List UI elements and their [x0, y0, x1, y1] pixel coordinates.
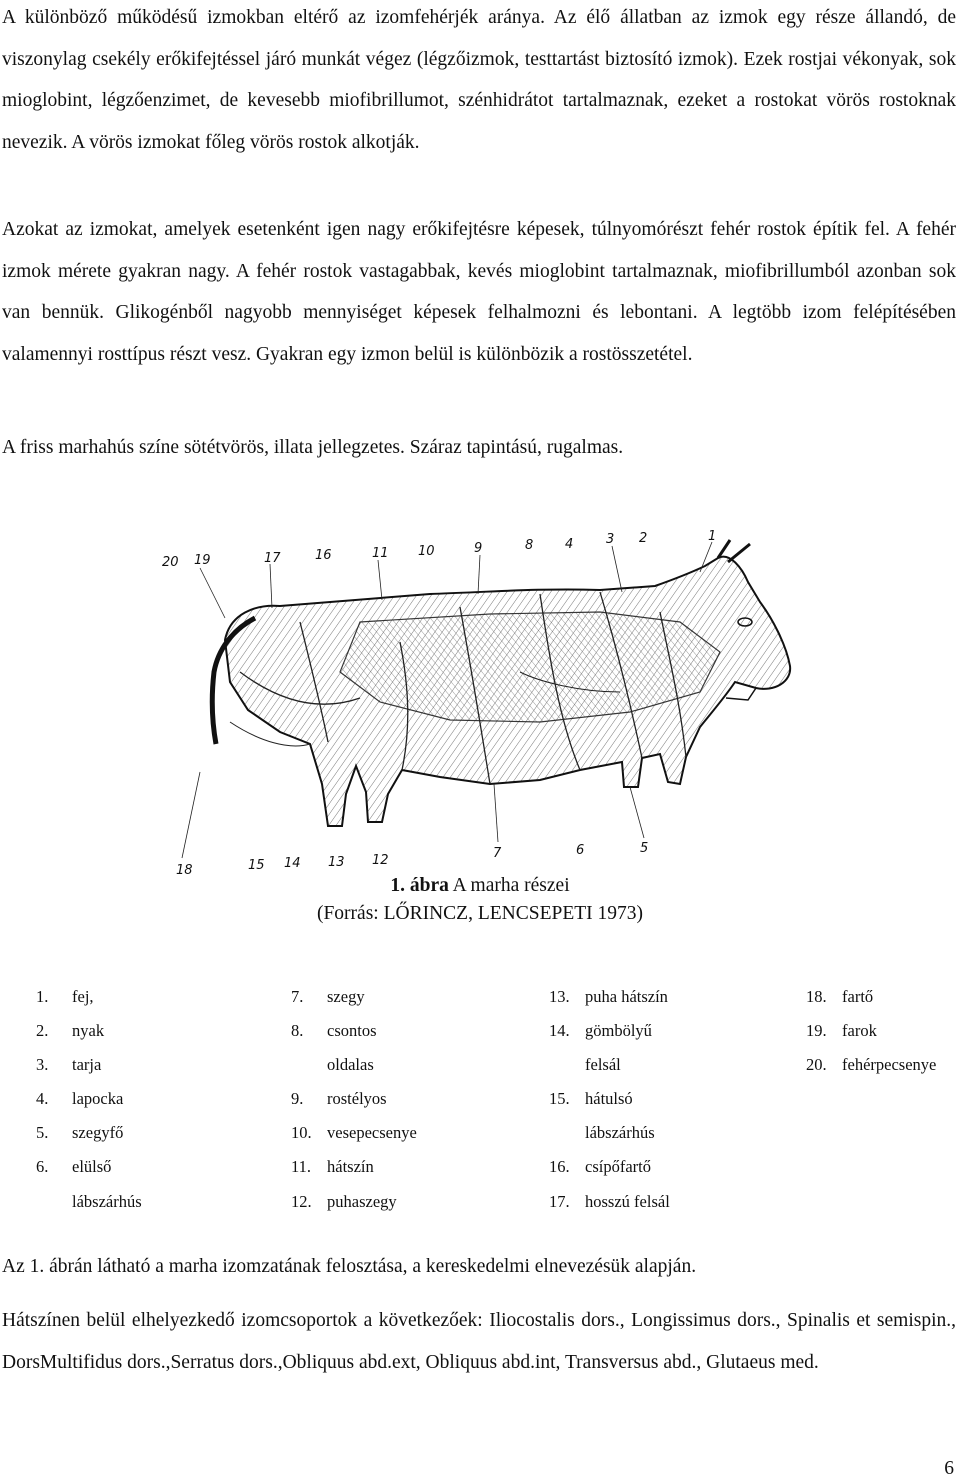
- legend-column-2: [291, 980, 417, 1219]
- legend-item-number: [549, 1116, 585, 1150]
- legend-item-label: vesepecsenye: [327, 1123, 417, 1143]
- figure-label: 6: [576, 843, 585, 858]
- figure-label: 8: [525, 538, 534, 553]
- paragraph-sirloin-muscles: Hátszínen belül elhelyezkedő izomcsoportok a következőek: Iliocostalis dors., Longissimus dors., Spinalis et semispin., DorsMultifidus dors.,Serratus dors.,Obliquus abd.ext, Obliquus abd.int, Transversus abd., Glutaeus med.: [2, 1310, 956, 1373]
- legend-item-label: puha hátszín: [585, 987, 668, 1006]
- figure-caption-source: (Forrás: LŐRINCZ, LENCSEPETI 1973): [316, 903, 644, 924]
- legend-item-label: nyak: [72, 1021, 105, 1041]
- figure-label: 5: [640, 841, 649, 856]
- legend-item: [549, 1150, 670, 1184]
- paragraph-white-muscles: Azokat az izmokat, amelyek esetenként igen nagy erőkifejtésre képesek, túlnyomórészt fehér rostok építik fel. A fehér izmok mérete gyakran nagy. A fehér rostok vastagabbak, kevés mioglobint tartalmaznak, miofibrillumból azonban sok van bennük. Glikogénből nagyobb mennyiséget képesek felhalmozni és lebontani. A legtöbb izom felépítésében valamennyi rosttípus részt vesz. Gyakran egy izmon belül is különbözik a rostösszetétel.: [2, 219, 956, 365]
- legend-item-label: gömbölyű: [585, 1021, 652, 1041]
- legend-item-number: 15.: [549, 1089, 570, 1109]
- page-number: 6: [944, 1458, 954, 1479]
- legend-item-label: hátszín: [327, 1157, 374, 1177]
- legend-item-number: 3.: [36, 1055, 49, 1075]
- legend-item-number: 5.: [36, 1123, 49, 1143]
- legend-item-number: 20.: [806, 1055, 827, 1075]
- legend-item: [549, 980, 670, 1014]
- legend-item-number: 10.: [291, 1123, 312, 1143]
- legend-item-label: tarja: [72, 1055, 102, 1075]
- legend-item-label: fehérpecsenye: [842, 1055, 937, 1075]
- figure-label: 17: [264, 551, 281, 566]
- cow-muscle-diagram: [160, 522, 800, 878]
- legend-item-label: csípőfartő: [585, 1157, 651, 1177]
- legend-item-label: lapocka: [72, 1089, 124, 1109]
- legend-item-label: fartő: [842, 987, 874, 1006]
- legend-item-number: 13.: [549, 987, 570, 1006]
- paragraph-muscle-fibers: A különböző működésű izmokban eltérő az izomfehérjék aránya. Az élő állatban az izmok egy része állandó, de viszonylag csekély erőkifejtéssel járó munkát végez (légzőizmok, testtartást biztosító izmok). Ezek rostjai vékonyak, sok mioglobint, légzőenzimet, de kevesebb miofibrillumot, szénhidrátot tartalmaznak, ezeket a rostokat vörös rostoknak nevezik. A vörös izmokat főleg vörös rostok alkotják.: [2, 7, 956, 153]
- legend-item-number: 11.: [291, 1157, 312, 1177]
- figure-caption-title: [0, 873, 960, 899]
- legend-item: [291, 1014, 417, 1048]
- legend-item-number: [549, 1048, 585, 1082]
- figure-label: 1: [708, 529, 717, 544]
- paragraph-figure-reference: Az 1. ábrán látható a marha izomzatának felosztása, a kereskedelmi elnevezésük alapján.: [2, 1256, 697, 1277]
- legend-item-number: [291, 1048, 327, 1082]
- figure-label: 14: [284, 856, 301, 871]
- legend-item-label: puhaszegy: [327, 1191, 397, 1211]
- figure-label: 11: [372, 546, 389, 561]
- legend-column-4: [806, 980, 936, 1082]
- legend-item: [291, 1185, 417, 1219]
- legend-item: [291, 1082, 417, 1116]
- figure-caption-number: 1. ábra: [390, 875, 449, 896]
- legend-item-number: 19.: [806, 1021, 827, 1041]
- legend-item: [549, 1014, 670, 1048]
- legend-item-number: 2.: [36, 1021, 49, 1041]
- legend-item: [36, 1082, 142, 1116]
- legend-item-number: 8.: [291, 1021, 304, 1041]
- legend-item: [36, 1150, 142, 1184]
- legend-item: [549, 1185, 670, 1219]
- legend-item-number: 4.: [36, 1089, 49, 1109]
- figure-label: 15: [248, 858, 265, 873]
- figure-label: 2: [639, 531, 648, 546]
- legend-item-number: 17.: [549, 1191, 570, 1211]
- figure-caption-text: A marha részei: [448, 875, 570, 896]
- legend-item: [291, 980, 417, 1014]
- legend-item-label: csontos: [327, 1021, 377, 1041]
- figure-label: 16: [315, 548, 332, 563]
- legend-item-label: hátulsó: [585, 1089, 633, 1109]
- legend-item-label: hosszú felsál: [585, 1191, 670, 1211]
- legend-item-number: 6.: [36, 1157, 49, 1177]
- figure-label: 4: [565, 537, 574, 552]
- figure-label: 19: [194, 553, 211, 568]
- paragraph-fresh-beef: A friss marhahús színe sötétvörös, illata jellegzetes. Száraz tapintású, rugalmas.: [2, 437, 624, 458]
- legend-item-label: oldalas: [327, 1055, 374, 1075]
- legend-item-number: [36, 1185, 72, 1219]
- legend-item: [291, 1048, 417, 1082]
- legend-item: [36, 1185, 142, 1219]
- figure-label: 18: [176, 863, 193, 878]
- figure-label: 10: [418, 544, 435, 559]
- legend-item-label: farok: [842, 1021, 877, 1041]
- figure-label: 13: [328, 855, 345, 870]
- legend-item: [806, 1048, 936, 1082]
- figure-label: 12: [372, 853, 389, 868]
- legend-item: [549, 1116, 670, 1150]
- figure-labels-top: [162, 529, 716, 570]
- legend-item-label: lábszárhús: [585, 1123, 655, 1143]
- legend-item: [36, 1116, 142, 1150]
- legend-item: [806, 980, 936, 1014]
- legend-item: [291, 1150, 417, 1184]
- legend-item-number: 7.: [291, 987, 304, 1006]
- legend-item-label: lábszárhús: [72, 1191, 142, 1211]
- legend-item-number: 16.: [549, 1157, 570, 1177]
- legend-item: [36, 1048, 142, 1082]
- legend-item: [549, 1082, 670, 1116]
- legend-item-label: rostélyos: [327, 1089, 387, 1109]
- legend-item-label: szegy: [327, 987, 365, 1006]
- figure-label: 3: [606, 532, 615, 547]
- legend-item-label: szegyfő: [72, 1123, 124, 1143]
- figure-label: 20: [162, 555, 179, 570]
- legend-item: [36, 1014, 142, 1048]
- legend-item-number: 14.: [549, 1021, 570, 1041]
- legend-item-number: 12.: [291, 1191, 312, 1211]
- legend-item: [806, 1014, 936, 1048]
- cow-body-outline: [212, 540, 790, 826]
- legend-item-number: 1.: [36, 987, 49, 1006]
- figure-label: 7: [493, 846, 502, 861]
- legend-item: [291, 1116, 417, 1150]
- legend-column-1: [36, 980, 142, 1219]
- legend-column-3: [549, 980, 670, 1219]
- legend-item: [36, 980, 142, 1014]
- figure-label: 9: [474, 541, 483, 556]
- legend-item-label: elülső: [72, 1157, 112, 1177]
- legend-item-label: felsál: [585, 1055, 621, 1075]
- legend-item-label: fej,: [72, 987, 94, 1006]
- legend-item: [549, 1048, 670, 1082]
- legend-item-number: 18.: [806, 987, 827, 1006]
- legend-item-number: 9.: [291, 1089, 304, 1109]
